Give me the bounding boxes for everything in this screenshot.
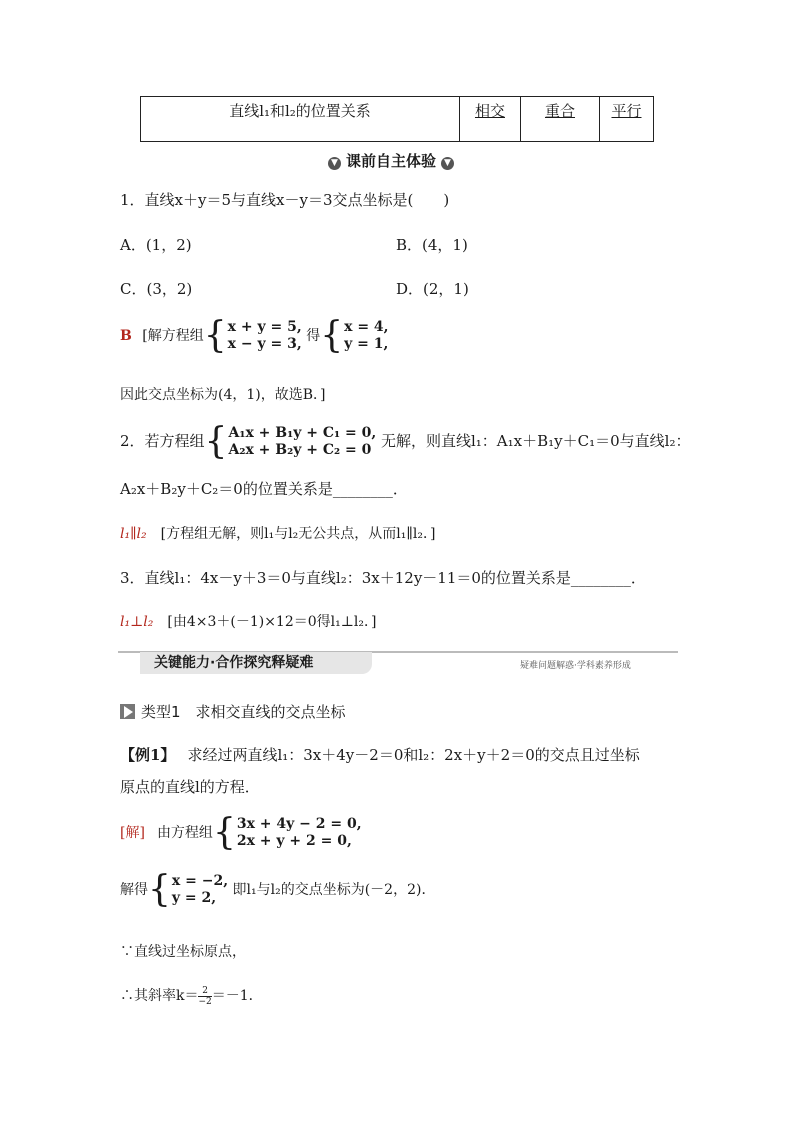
- example-1-line2: 原点的直线l的方程．: [120, 778, 260, 796]
- answer-text: l₁∥l₂: [120, 526, 147, 542]
- banner-subtitle: 疑难问题解惑·学科素养形成: [520, 661, 631, 671]
- option-b: B．(4，1): [396, 236, 468, 254]
- section-title-pre-class: ▼ 课前自主体验 ▼: [323, 150, 459, 171]
- question-1-stem: 1．直线x＋y＝5与直线x－y＝3交点坐标是( ): [120, 191, 450, 209]
- chevron-down-icon: ▼: [328, 157, 341, 170]
- option-c: C．(3，2): [120, 280, 193, 298]
- equation-system: x + y = 5, x − y = 3,: [227, 319, 302, 352]
- table-cell-coincide: 重合: [521, 97, 600, 142]
- table-cell-parallel: 平行: [600, 97, 654, 142]
- solution-line3: ∵直线过坐标原点，: [120, 944, 246, 960]
- question-2-stem: 2．若方程组{ A₁x + B₁y + C₁ = 0, A₂x + B₂y + C₂ = 0 无解，则直线l₁：A₁x＋B₁y＋C₁＝0与直线l₂：: [120, 421, 691, 462]
- type-1-heading: 类型1 求相交直线的交点坐标: [120, 701, 346, 722]
- question-2-stem-line2: A₂x＋B₂y＋C₂＝0的位置关系是________．: [120, 480, 408, 498]
- answer-text: l₁⊥l₂: [120, 614, 154, 630]
- solution-result: 解得{ x = −2, y = 2, 即l₁与l₂的交点坐标为(－2，2)．: [120, 869, 436, 910]
- question-2-solution: l₁∥l₂ [方程组无解，则l₁与l₂无公共点，从而l₁∥l₂．]: [120, 526, 436, 542]
- example-1-line1: 【例1】 求经过两直线l₁：3x＋4y－2＝0和l₂：2x＋y＋2＝0的交点且过坐标: [120, 746, 640, 764]
- relation-table: [140, 96, 654, 142]
- play-triangle-icon: [120, 704, 135, 719]
- question-3-stem: 3．直线l₁：4x－y＋3＝0与直线l₂：3x＋12y－11＝0的位置关系是________．: [120, 569, 646, 587]
- chevron-down-icon: ▼: [441, 157, 454, 170]
- question-1-conclusion: 因此交点坐标为(4，1)，故选B．]: [120, 387, 326, 403]
- table-cell-intersect: 相交: [460, 97, 521, 142]
- answer-letter: B: [120, 328, 132, 344]
- solution-system: [解] 由方程组{ 3x + 4y − 2 = 0, 2x + y + 2 = 0,: [120, 812, 362, 853]
- equation-system: A₁x + B₁y + C₁ = 0, A₂x + B₂y + C₂ = 0: [228, 425, 377, 458]
- option-d: D．(2，1): [396, 280, 469, 298]
- equation-result: x = 4, y = 1,: [344, 319, 389, 352]
- solution-slope: ∴其斜率k＝ $\frac{2}{-2}$ ＝－1．: [120, 985, 263, 1007]
- question-3-solution: l₁⊥l₂ [由4×3＋(－1)×12＝0得l₁⊥l₂．]: [120, 614, 377, 630]
- option-a: A．(1，2): [120, 236, 192, 254]
- table-header-cell: 直线l₁和l₂的位置关系: [141, 97, 460, 142]
- question-1-solution: B [解方程组{ x + y = 5, x − y = 3, 得{ x = 4, y = 1,: [120, 315, 389, 356]
- section-banner: 关键能力·合作探究释疑难: [140, 652, 372, 674]
